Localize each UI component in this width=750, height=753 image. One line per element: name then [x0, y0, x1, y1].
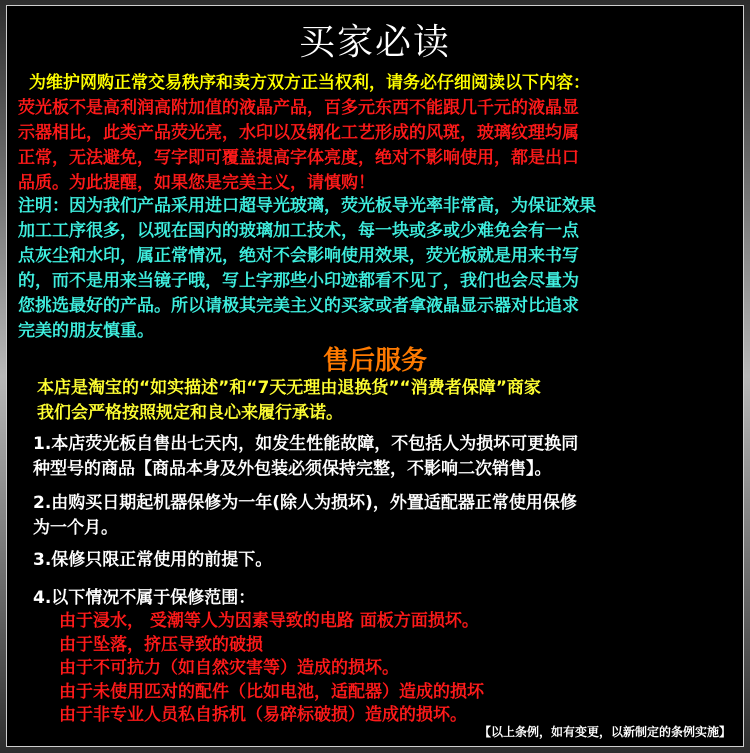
rule-4: 4.以下情况不属于保修范围：: [33, 588, 256, 608]
paragraph-line: 您挑选最好的产品。所以请极其完美主义的买家或者拿液晶显示器对比追求: [18, 296, 579, 316]
rule-line: 1.本店荧光板自售出七天内，如发生性能故障，不包括人为损坏可更换同: [33, 434, 579, 454]
paragraph-quality: [18, 96, 579, 196]
paragraph-line: 正常，无法避免，写字即可覆盖提高字体亮度，绝对不影响使用，都是出口: [18, 148, 579, 168]
rule-3: 3.保修只限正常使用的前提下。: [33, 550, 273, 570]
exclusion-item: 由于未使用匹对的配件（比如电池，适配器）造成的损坏: [59, 681, 484, 702]
footer-note: 【以上条例，如有变更，以新制定的条例实施】: [478, 725, 731, 739]
paragraph-line: 点灰尘和水印，属正常情况，绝对不会影响使用效果，荧光板就是用来书写: [18, 246, 579, 266]
service-intro-line: 本店是淘宝的“如实描述”和“7天无理由退换货”“消费者保障”商家: [37, 378, 541, 398]
service-intro-line: 我们会严格按照规定和良心来履行承诺。: [37, 403, 343, 423]
exclusion-item: 由于坠落，挤压导致的破损: [59, 634, 263, 655]
exclusion-item: 由于浸水， 受潮等人为因素导致的电路 面板方面损坏。: [59, 611, 479, 631]
paragraph-line: 荧光板不是高利润高附加值的液晶产品，百多元东西不能跟几千元的液晶显: [18, 98, 579, 118]
rule-line: 2.由购买日期起机器保修为一年(除人为损坏)，外置适配器正常使用保修: [33, 493, 577, 513]
rule-1: [33, 432, 578, 482]
service-intro: [37, 376, 541, 426]
rule-2: [33, 491, 577, 541]
paragraph-note: [18, 194, 596, 344]
paragraph-line: 注明：因为我们产品采用进口超导光玻璃，荧光板导光率非常高，为保证效果: [18, 196, 596, 216]
service-title: 售后服务: [322, 346, 427, 376]
exclusion-item: 由于不可抗力（如自然灾害等）造成的损坏。: [59, 658, 399, 678]
rule-line: 种型号的商品【商品本身及外包装必须保持完整，不影响二次销售】。: [33, 459, 552, 479]
exclusion-item: 由于非专业人员私自拆机（易碎标破损）造成的损坏。: [59, 705, 467, 725]
paragraph-line: 加工工序很多，以现在国内的玻璃加工技术，每一块或多或少难免会有一点: [18, 221, 579, 241]
notice-panel: [6, 5, 744, 747]
paragraph-line: 品质。为此提醒，如果您是完美主义，请慎购！: [18, 173, 375, 193]
rule-line: 为一个月。: [33, 518, 118, 538]
paragraph-line: 的，而不是用来当镜子哦，写上字那些小印迹都看不见了，我们也会尽量为: [18, 271, 579, 291]
paragraph-line: 完美的朋友慎重。: [18, 321, 154, 341]
intro-text: 为维护网购正常交易秩序和卖方双方正当权利，请务必仔细阅读以下内容：: [29, 73, 590, 93]
exclusion-list: [59, 610, 484, 728]
paragraph-line: 示器相比，此类产品荧光亮，水印以及钢化工艺形成的风斑，玻璃纹理均属: [18, 123, 579, 143]
page-title: 买家必读: [298, 22, 451, 63]
